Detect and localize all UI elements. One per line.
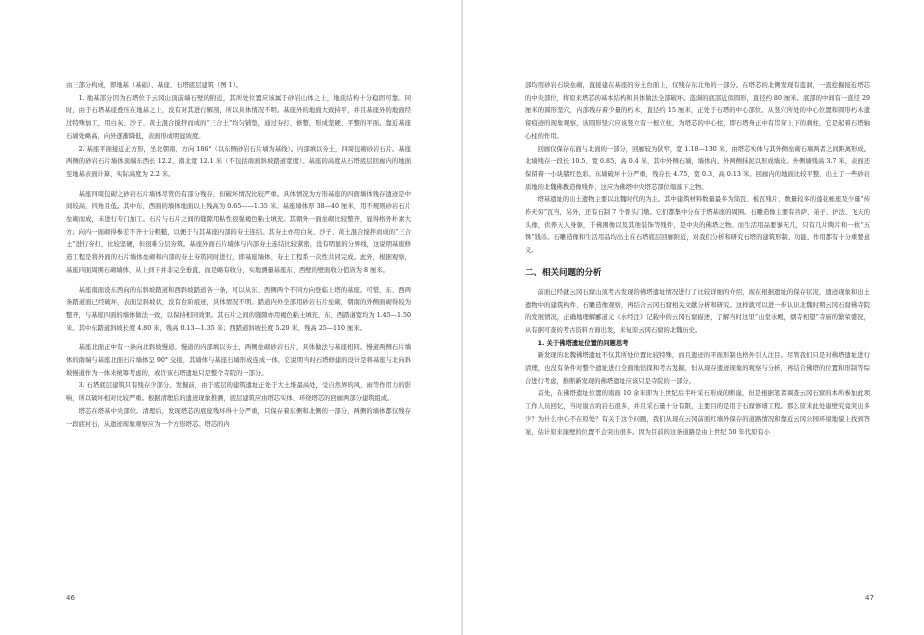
paragraph: 新发现的北魏佛塔遗址不仅其所处位置比较特殊，而且遗迹的平面形制也格外引人注目。尽管我们只是对佛塔遗址进行清理，也没有条件对整个遗址进行全面地钻探和考古发掘，但从现存遗迹现象的观察与分析，再结合佛塔的位置和形制等综合进行考虑，推断新发现的佛塔遗址应该只是寺院的一部分。: [525, 352, 870, 385]
paragraph: 1. 地基部分因为石塔位于云冈山顶前端石壁的附近，其所处位置应该属于砂岩山体之上，地质结构十分稳固可靠。同时，由于石塔基座叠压在地基之上，没有对其进行解剖，所以具体情况不明。基座外的地面大致持平，并且基座外的地面经过特殊加工，用白灰、沙子、黄土混合搅拌而成的“三合土”均匀铺垫，通过夯打、修整，形成坚硬、平整的平面。靠近基座石墙处略高，向外逐渐降低，表面形成明显坡度。: [66, 94, 411, 140]
paragraph: 首先，在佛塔遗址位置的南面 10 余米即为上世纪后半叶采石形成的断崖，但是根据笔者调查云冈石窟的本所参加此项工作人员回忆，当时崖古的岩石很多，并且采石量十分有限，主要目的是用于石窟修缮工程。那么原来此处崖壁究竟突出多少？为什么中心不在原处？有关于这个问题，我们从现在云冈前面红墙外保存的道路情况和靠近云冈公园环境地貌上找到答案，估计原来崖壁的位置不会突出很多。因为目前的这条道路是由上世纪 50 年代原有小: [525, 390, 870, 436]
page-number: 47: [865, 594, 874, 602]
section-heading: 二、相关问题的分析: [525, 267, 602, 278]
left-page: [0, 0, 461, 635]
subsection-heading: 1. 关于佛塔遗址位置的问题思考: [537, 339, 629, 347]
paragraph: 塔芯在塔基中央部位。清理后，发现塔芯的底座残坏得十分严重，只保存着东侧和北侧的一部分，两侧的墙体都仅残存一段底衬石，从遗迹现象观察应为一个方形塔芯。塔芯的内: [66, 407, 411, 428]
paragraph: 前面已经就云冈石窟山顶考古发现的佛塔遗址情况进行了比较详细的介绍，现在根据遗址的保存状况，遗迹现象和出土遗物中的建筑构件、石雕造像观察，再结合云冈石窟相关文献分析和研究。这样就可以进一步认识北魏时期云冈石窟佛寺院的发展情况，正确地理解郦道元《水经注》记载中的云冈石窟描述，了解当时这里“山堂水殿，烟寺相望”寺庙的繁荣盛况，从有据可查的考古资料方面出发，来复原云冈石窟的北魏历史。: [525, 288, 870, 334]
paragraph: 3. 石塔底层建筑只有残存少部分。发掘前，由于底层的建筑遗址正处于大土堆最高处，受自然界的风、雨等作用力的影响，所以破坏相对比较严重。根据清理后的遗迹现象推测，底层建筑应由塔芯实体、环绕塔芯的回廊两部分建筑组成。: [66, 382, 411, 403]
left-page-body: [66, 80, 411, 431]
paragraph: 塔基遗址的出土遗物主要以北魏时代的为主。其中建筑材料数量最多为筒瓦、板瓦残片，数量较多的莲花帐座及少量“传祚无穷”瓦当，另外，还有石制 7 个骨头门墩。它们都集中分布于塔基座的周围。石雕造像主要有菩萨、弟子、护法、飞天的头像，供养天人身躯，千佛围像以及其他装饰等残件，是中央的佛塔之物。而生活用品要寥无几，只有几片陶片和一枚“五铢”钱币。石雕造像和生活用品均出土在石塔底层回廊附近，对我们分析和研究石塔的建筑形制、功能、作用都有十分重要意义。: [525, 196, 870, 255]
right-page-body: [525, 80, 870, 439]
right-page: [463, 0, 924, 635]
paragraph: 由三部分构成，即地基（基础）、基座、石塔底层建筑（图 1）。: [66, 82, 243, 89]
paragraph: 回廊仅保存东面与北面的一部分，回廊较为狭窄，宽 1.18—130 米，由塔芯实体与其外侧垒砌石墙两者之间距离形成。北墙残存一段长 10.5、宽 0.85、高 0.4 米，其中外侧石墙，墙体内、外两侧抹泥以形成墙皮。外侧墙残高 3.7 米，表面还保留着一小块赭红色彩。东墙破坏十分严重，残存长 4.75、宽 0.3、高 0.13 米。回廊内的地面比较平整，出土了一些砂岩质地的北魏佛教造像残件，这应为佛塔中央塔芯部位塌落下之物。: [525, 145, 870, 191]
paragraph: 部均用砂岩石块垒砌，直接建在基座的夯土台面上，仅残存东北角的一部分。在塔芯的北侧发现有盗洞，一直挖掘接近塔芯的中央部位，将原来塔芯的基本结构和具体做法全部破坏。盗洞的底部近似圆形，直径约 80 厘米。底部的中间有一直径 29 厘米的圆形坚穴，内部残存着少量的朽木，直径约 15 厘米，正处于石塔的中心部位。从竖穴所处的中心位置和圆形朽木遗留痕迹的现象观察，该圆形竖穴应该竖立有一根立柱，为塔芯的中心柱，即石塔身正中有贯穿上下的刹柱，它是起着石塔轴心柱的作用。: [525, 82, 870, 140]
paragraph: 基座北面正中有一条向北斜坡慢道。慢道的内部填以夯土，两侧垒砌砂岩石片，具体做法与基座相同。慢道两侧石片墙体的南端与基座北面石片墙体呈 90° 交接，其墙体与基座石墙形成连成一体，它说明当时石塔修建的设计是将基座与北向斜坡慢道作为一体来统筹考虑的，或许该石塔遗址只是整个寺院的一部分。: [66, 344, 411, 377]
page-number: 46: [66, 594, 75, 602]
paragraph: 基座四周包砌之砂岩石片墙体尽管仍有部分残存，但破坏情况比较严重。具体情况为方形基座的四面墙体残存遗迹是中间较高，四角且低。其中东、西面的墙体地面以上残高为 0.65——1.35 米。基座墙体厚 38—40 厘米，用不规则砂岩石片垒砌而成，未进行专门加工。石片与石片之间的缝隙用粘性很强褐色粘土填充。其朝外一面垒砌比较整齐，显得格外朴素大方；向内一面砌得参差不齐十分粗糙，以便于与其基座内部的夯土连结。其夯土亦用白灰、沙子、黄土混合搅拌而成的“三合土”进行夯打，比较坚硬，但很难分层夯筑。基座外面石片墙体与内部夯土连结比较紧密，没有明显的分界线，这说明基座修造工程是将外面的石片墙体垒砌和内部的夯土夯筑同时进行，即基座墙体、夯土工程系一次性共同完成。此外，根据观察，基座四面周围石砌墙体，从上到下并非完全垂直，而是略有收分，实地测量基座东、西壁的壁面收分值皆为 8 厘米。: [66, 190, 411, 274]
paragraph: 2. 基座平面接近正方形，坐北朝南，方向 186°（以东侧砂岩石片墙为基线）。内部填以夯土，四周包砌砂岩石片。基座两侧的砂岩石片墙体顶端东西长 12.2、南北宽 12.1 米（不包括南面斜坡踏道宽度）。基座的高度从石塔底层回廊内的地面至地基表面计算，实际高度为 2.2 米。: [66, 145, 411, 178]
paragraph: 基座南面设东西向的东斜坡踏道和西斜坡踏道各一条，可以从东、西侧两个不同方向登临上塔的基座。可惜，东、西两条踏道面已经破坏，表面呈斜坡状，没有台阶痕迹，具体情况不明。踏道内外全部用砂岩石片垒砌，朝南的外侧面砌得较为整齐，与基座四面的墙体做法一致，以保持相同效果。其石片之间的缝隙亦用褐色粘土填充，东、西踏道宽均为 1.45—1.50 米。其中东踏道斜坡长度 4.80 米，残高 0.13—1.35 米；西踏道斜坡长度 5.20 米，残高 25—110 厘米。: [66, 286, 411, 332]
